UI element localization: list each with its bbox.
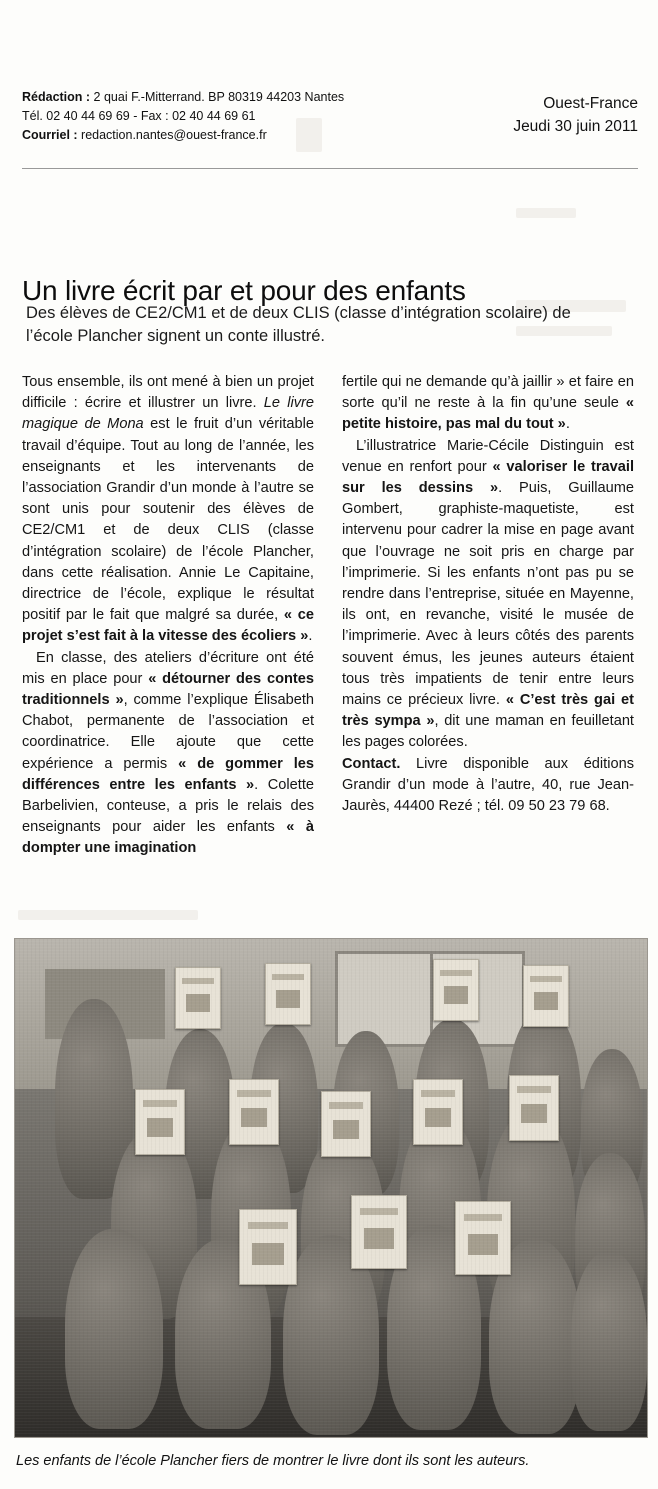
contact-block <box>342 754 634 818</box>
article-standfirst: Des élèves de CE2/CM1 et de deux CLIS (classe d’intégration scolaire) de l’école Plancher signent un conte illustré. <box>26 304 571 345</box>
quote-run: « petite histoire, pas mal du tout » <box>342 395 634 433</box>
masthead-address-value: 2 quai F.-Mitterrand. BP 80319 44203 Nantes <box>90 90 345 104</box>
masthead-address-label: Rédaction : <box>22 90 91 104</box>
photo-book <box>433 959 479 1021</box>
publication-name: Ouest-France <box>543 95 638 112</box>
text-run: . Colette Barbelivien, conteuse, a pris le relais des enseignants pour aider les enfants <box>22 776 314 836</box>
photo-caption: Les enfants de l’école Plancher fiers de montrer le livre dont ils sont les auteurs. <box>16 1453 530 1469</box>
paragraph <box>342 372 634 436</box>
photo-person <box>571 1251 647 1431</box>
masthead-email-label: Courriel : <box>22 128 78 142</box>
quote-run: « à dompter une imagination <box>22 819 314 857</box>
text-run: , comme l’explique Élisabeth Chabot, permanente de l’association et coordinatrice. Elle ajoute que cette expérience a permis <box>22 692 314 772</box>
photo-book <box>455 1201 511 1275</box>
text-run: En classe, des ateliers d’écriture ont été mis en place pour <box>22 649 314 687</box>
photo-book <box>509 1075 559 1141</box>
masthead-divider <box>22 168 638 169</box>
masthead-phone-line: Tél. 02 40 44 69 69 - Fax : 02 40 44 69 61 <box>22 109 256 123</box>
photo-book <box>175 967 221 1029</box>
book-title: Le livre magique de Mona <box>22 395 314 433</box>
photo-book <box>523 965 569 1027</box>
paragraph <box>342 436 634 754</box>
page-title: Un livre écrit par et pour des enfants <box>22 274 466 306</box>
quote-run: « détourner des contes traditionnels » <box>22 670 314 709</box>
text-run: Tous ensemble, ils ont mené à bien un projet difficile : écrire et illustrer un livre. <box>22 374 314 412</box>
paragraph <box>22 648 314 860</box>
text-run: est le fruit d’un véritable travail d’équipe. Tout au long de l’année, les enseignants et les intervenants de l’association Grandir d’un monde à l’autre se sont unis pour soutenir des élèves de CE2/CM1 et de deux CLIS (classe d’intégration scolaire) de l’école Plancher, dans cette réalisation. Annie Le Capitaine, directrice de l’école, explique le résultat positif par le fait que malgré sa durée, <box>22 416 314 624</box>
article-photo <box>14 938 648 1438</box>
contact-label: Contact. <box>342 755 401 772</box>
text-run: , dit une maman en feuilletant les pages colorées. <box>342 713 634 751</box>
text-run: . <box>308 628 313 645</box>
masthead-address-line <box>22 88 344 107</box>
text-run: . <box>565 416 570 433</box>
photo-book <box>265 963 311 1025</box>
photo-book <box>135 1089 185 1155</box>
photo-book <box>351 1195 407 1269</box>
masthead-contact-block <box>22 88 344 145</box>
photo-book <box>321 1091 371 1157</box>
bleed-mark <box>516 208 576 218</box>
text-run: fertile qui ne demande qu’à jaillir » et faire en sorte qu’il ne reste à la fin qu’une seule <box>342 374 634 412</box>
quote-run: « C’est très gai et très sympa » <box>342 692 634 730</box>
quote-run: « de gommer les différences entre les enfants » <box>22 755 314 793</box>
photo-person <box>65 1229 163 1429</box>
publication-date: Jeudi 30 juin 2011 <box>513 118 638 135</box>
paragraph <box>22 372 314 648</box>
quote-run: « ce projet s’est fait à la vitesse des écoliers » <box>22 607 315 645</box>
quote-run: « valoriser le travail sur les dessins » <box>342 458 634 497</box>
masthead-publication-block <box>513 92 638 138</box>
masthead-email-value: redaction.nantes@ouest-france.fr <box>77 128 267 142</box>
article-column-right <box>342 372 634 817</box>
masthead <box>22 88 638 158</box>
article-body <box>22 372 638 932</box>
photo-book <box>229 1079 279 1145</box>
text-run: L’illustratrice Marie-Cécile Distinguin est venue en renfort pour <box>342 437 634 475</box>
article-column-left <box>22 372 314 860</box>
text-run: . Puis, Guillaume Gombert, graphiste-maquetiste, est intervenu pour cadrer la mise en page avant que l’ouvrage ne soit pris en charge par l’imprimerie. Si les enfants n’ont pas pu se rendre dans l’entreprise, située en Mayenne, ils ont, en revanche, visité le musée de l’imprimerie. Avec à leurs côtés des parents souvent émus, les jeunes auteurs étaient tous très impatients de tenir entre leurs mains ce précieux livre. <box>342 480 634 709</box>
contact-details: Livre disponible aux éditions Grandir d’un mode à l’autre, 40, rue Jean-Jaurès, 44400 Rezé ; tél. 09 50 23 79 68. <box>342 755 634 815</box>
photo-book <box>239 1209 297 1285</box>
masthead-email-line <box>22 126 344 145</box>
photo-book <box>413 1079 463 1145</box>
